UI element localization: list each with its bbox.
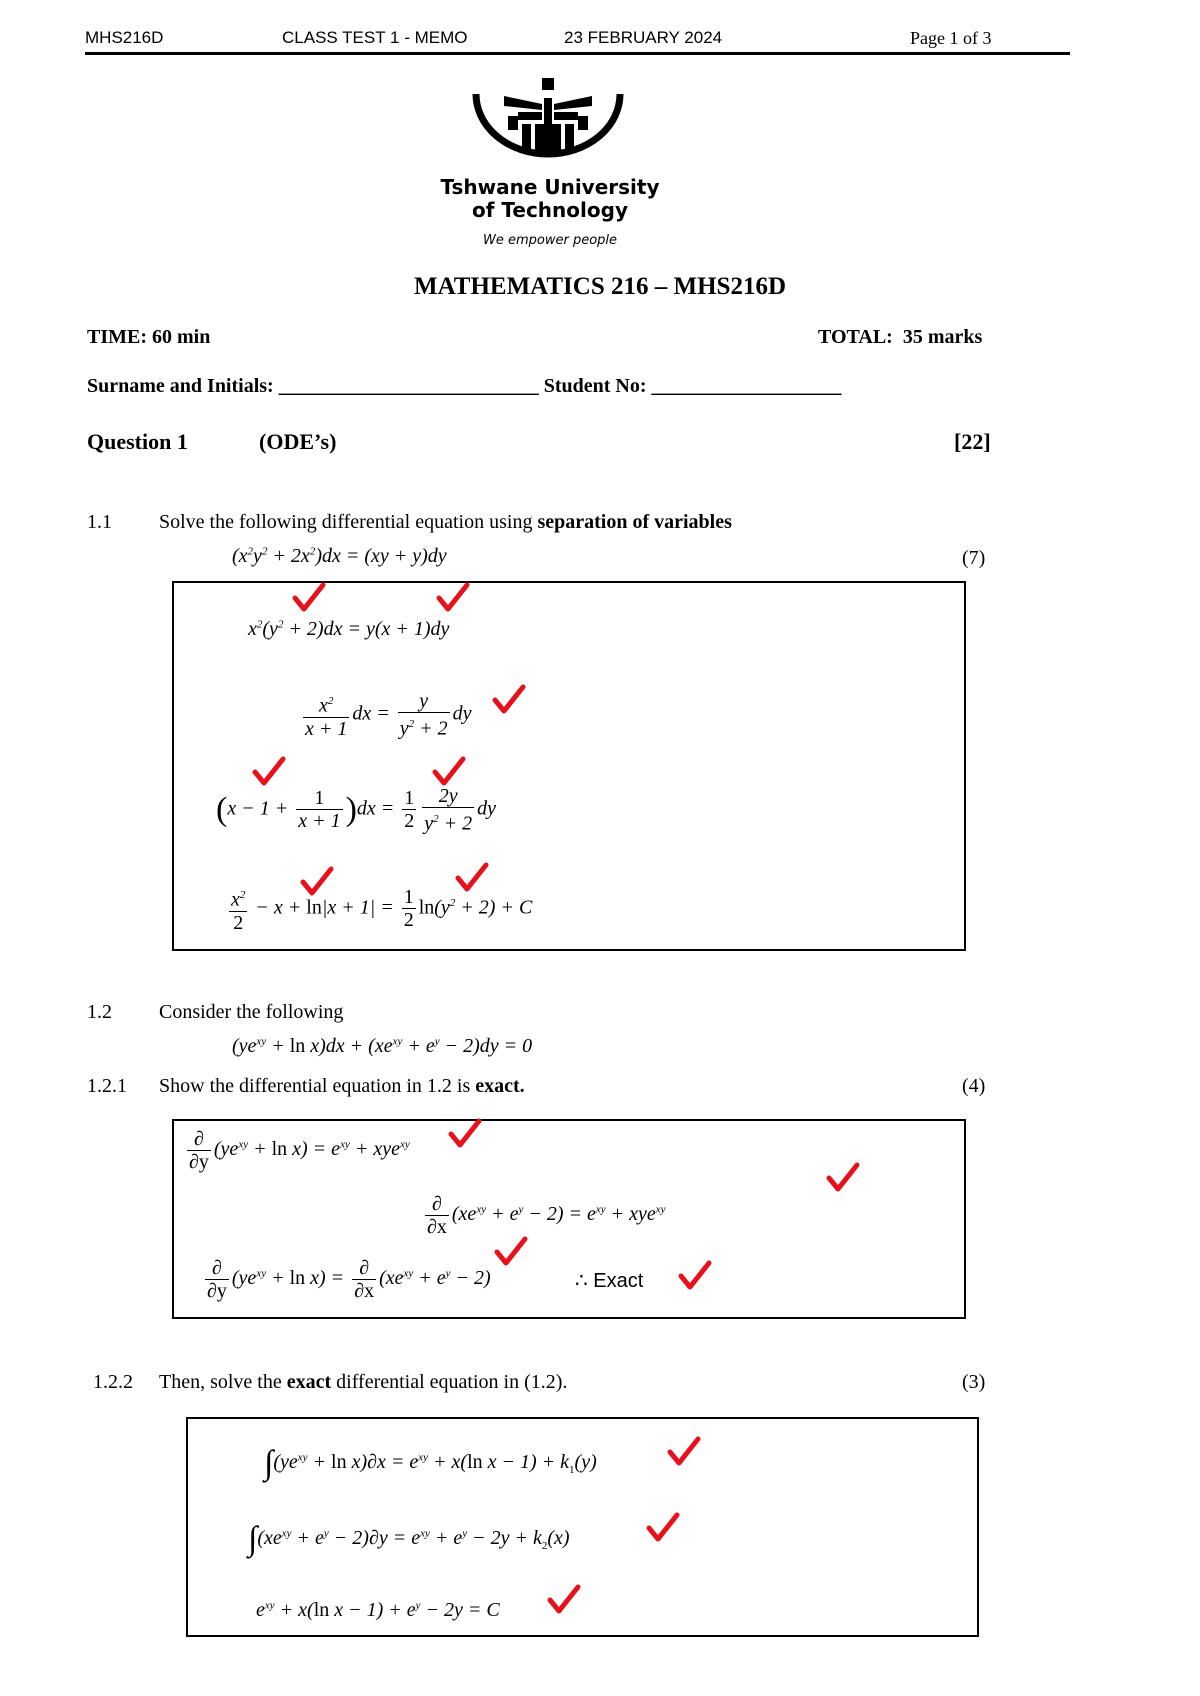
check-icon [826,1162,860,1192]
q1-2-2-keyword: exact [286,1371,332,1393]
university-tagline: We empower people [482,233,618,248]
check-icon [300,866,334,896]
q1-2-2-step3: $e^{xy} + x(\ln$ $x - 1) + e^y - 2y = C$ [256,1599,500,1621]
q1-2-text: Consider the following [159,1001,344,1023]
q1-1-marks: (7) [962,547,986,569]
check-icon [432,756,466,786]
q1-1-statement: Solve the following differential equation using [159,511,533,533]
check-icon [292,582,326,612]
check-icon [455,862,489,892]
q1-1-equation: $(x^2y^2 + 2x^2)dx = (xy + y)dy$ [232,545,447,567]
test-date: 23 FEBRUARY 2024 [564,28,723,47]
check-icon [252,756,286,786]
q1-2-1-step2: $\frac{\partial}{\partial x}$ $(xe^{xy} + e^y - 2) = e^{xy} + xye^{xy}$ [427,1193,666,1238]
question-title: Question 1 [87,429,188,454]
total-label: TOTAL: 35 marks [818,326,983,348]
q1-2-1-keyword: exact. [475,1075,525,1097]
q1-2-1-step3: $\frac{\partial}{\partial y}$ $(ye^{xy} + \ln x)$ = $\frac{\partial}{\partial x}$ $(xe^{xy} + e^y - 2)$ [207,1257,491,1302]
q1-2-2-statement-after: differential equation in (1.2). [336,1371,568,1393]
surname-field [87,375,842,398]
q1-1-step3: (x − 1 + $\frac{1}{x + 1}$ )dx = $\frac{1}{2}$ $\frac{2y}{y^2 + 2}$ dy [216,785,497,835]
check-icon [448,1118,482,1148]
q1-2-1-number: 1.2.1 [87,1075,127,1097]
q1-2-2-step1: $\int(ye^{xy} + \ln x)\partial x = e^{xy} + x(\ln$ $x - 1) + k_1(y)$ [264,1444,597,1482]
question-topic: (ODE’s) [259,429,337,454]
student-no-blank: ___________________ [651,375,842,397]
q1-2-1-step1: $\frac{\partial}{\partial y}$ $(ye^{xy} + \ln x) = e^{xy} + xye^{xy}$ [189,1128,410,1173]
student-no-label: Student No: [543,375,647,397]
q1-2-2-number: 1.2.2 [93,1371,133,1393]
q1-1-step1: $x^2(y^2 + 2)dx = y(x + 1)dy$ [248,618,450,640]
page-number: Page 1 of 3 [910,28,992,48]
check-icon [436,582,470,612]
check-icon [667,1436,701,1466]
question-marks: [22] [954,429,991,454]
q1-2-equation: $(ye^{xy} + \ln x)dx + (xe^{xy} + e^y - 2)dy = 0$ [232,1035,533,1057]
q1-1-step2: $\frac{x^2}{x + 1}$ dx = $\frac{y}{y^2 + 2}$ dy [305,690,472,740]
q1-2-1-conclusion: ∴ Exact [575,1270,644,1292]
check-icon [547,1584,581,1614]
header-rule [85,52,1070,55]
university-logo-icon [468,76,628,164]
check-icon [492,684,526,714]
q1-2-1-text [159,1075,525,1098]
surname-label: Surname and Initials: [87,375,274,397]
q1-1-method: separation of variables [537,511,732,533]
time-label: TIME: 60 min [87,326,211,348]
q1-2-2-marks: (3) [962,1371,986,1393]
check-icon [494,1236,528,1266]
page-title: MATHEMATICS 216 – MHS216D [414,273,786,300]
q1-2-1-marks: (4) [962,1075,986,1097]
q1-1-step4: $\frac{x^2}{2}$ − x + ln|x + 1| = $\frac{1}{2}$ $\ln(y^2 + 2) + C$ [226,884,532,934]
check-icon [646,1512,680,1542]
course-code: MHS216D [85,28,164,47]
q1-2-2-text [159,1371,567,1394]
q1-1-number: 1.1 [87,511,112,533]
q1-1-text [159,511,732,534]
q1-2-2-step2: $\int(xe^{xy} + e^y - 2)\partial y = e^{xy} + e^y - 2y + k_2(x)$ [248,1520,570,1558]
q1-2-2-statement-before: Then, solve the [159,1371,282,1393]
surname-blank: __________________________ [278,375,539,397]
check-icon [678,1260,712,1290]
q1-2-number: 1.2 [87,1001,112,1023]
university-name-line1: Tshwane University [440,175,660,199]
test-name: CLASS TEST 1 - MEMO [282,28,468,47]
q1-2-1-statement: Show the differential equation in 1.2 is [159,1075,471,1097]
university-name-line2: of Technology [472,198,628,222]
